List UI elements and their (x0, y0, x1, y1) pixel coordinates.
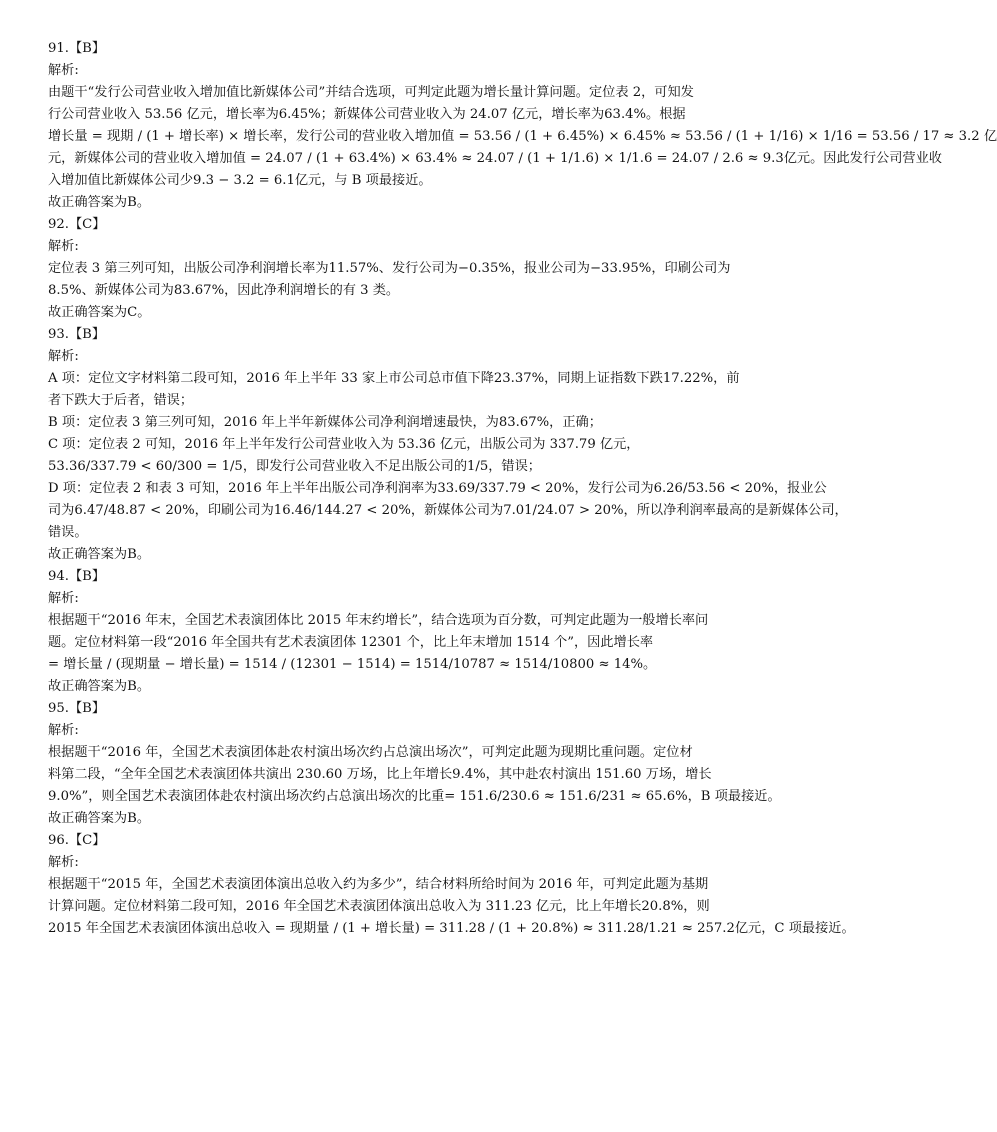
formula-line: 司为6.47/48.87 < 20%，印刷公司为16.46/144.27 < 20%，新媒体公司为7.01/24.07 > 20%，所以净利润率最高的是新媒体公司， (48, 503, 848, 518)
formula-line: D 项：定位表 2 和表 3 可知，2016 年上半年出版公司净利润率为33.69/337.79 < 20%，发行公司为6.26/53.56 < 20%，报业公 (48, 481, 827, 496)
analysis-label: 解析: (48, 239, 79, 254)
text-line: 由题干“发行公司营业收入增加值比新媒体公司”并结合选项，可判定此题为增长量计算问题。定位表 2，可知发 (48, 85, 694, 100)
formula-line: 增长量 = 现期 / (1 + 增长率) × 增长率，发行公司的营业收入增加值 = 53.56 / (1 + 6.45%) × 6.45% ≈ 53.56 / (1 + 1/16) × 1/16 = 53.56 / 17 ≈ 3.2 亿 (48, 129, 997, 144)
answer-line: 故正确答案为B。 (48, 195, 151, 210)
text-line: 根据题干“2015 年，全国艺术表演团体演出总收入约为多少”，结合材料所给时间为 2016 年，可判定此题为基期 (48, 877, 709, 892)
text-line: A 项：定位文字材料第二段可知，2016 年上半年 33 家上市公司总市值下降23.37%，同期上证指数下跌17.22%，前 (48, 371, 740, 386)
question-95 (48, 698, 781, 830)
question-heading: 95.【B】 (48, 701, 106, 716)
question-91 (48, 38, 997, 214)
analysis-label: 解析: (48, 349, 79, 364)
document-page (48, 38, 997, 940)
question-92 (48, 214, 760, 324)
text-line: 计算问题。定位材料第二段可知，2016 年全国艺术表演团体演出总收入为 311.23 亿元，比上年增长20.8%，则 (48, 899, 710, 914)
text-line: 定位表 3 第三列可知，出版公司净利润增长率为11.57%、发行公司为−0.35%，报业公司为−33.95%，印刷公司为 (48, 261, 731, 276)
question-heading: 93.【B】 (48, 327, 106, 342)
analysis-label: 解析: (48, 855, 79, 870)
formula-line: = 增长量 / (现期量 − 增长量) = 1514 / (12301 − 1514) = 1514/10787 ≈ 1514/10800 ≈ 14%。 (48, 657, 657, 672)
text-line: 8.5%、新媒体公司为83.67%，因此净利润增长的有 3 类。 (48, 283, 400, 298)
question-heading: 91.【B】 (48, 41, 106, 56)
text-line: 根据题干“2016 年，全国艺术表演团体赴农村演出场次约占总演出场次”，可判定此题为现期比重问题。定位材 (48, 745, 693, 760)
answer-line: 故正确答案为B。 (48, 679, 151, 694)
question-heading: 92.【C】 (48, 217, 106, 232)
analysis-label: 解析: (48, 591, 79, 606)
text-line: 料第二段，“全年全国艺术表演团体共演出 230.60 万场，比上年增长9.4%，其中赴农村演出 151.60 万场，增长 (48, 767, 712, 782)
question-heading: 96.【C】 (48, 833, 106, 848)
question-96 (48, 830, 855, 940)
question-93 (48, 324, 848, 566)
text-line: 根据题干“2016 年末，全国艺术表演团体比 2015 年末约增长”，结合选项为百分数，可判定此题为一般增长率问 (48, 613, 709, 628)
answer-line: 故正确答案为B。 (48, 547, 151, 562)
answer-line: 故正确答案为C。 (48, 305, 151, 320)
analysis-label: 解析: (48, 723, 79, 738)
text-line: 错误。 (48, 525, 88, 540)
text-line: 者下跌大于后者，错误； (48, 393, 194, 408)
text-line: C 项：定位表 2 可知，2016 年上半年发行公司营业收入为 53.36 亿元，出版公司为 337.79 亿元， (48, 437, 640, 452)
question-94 (48, 566, 760, 698)
answer-line: 故正确答案为B。 (48, 811, 151, 826)
text-line: 行公司营业收入 53.56 亿元，增长率为6.45%；新媒体公司营业收入为 24.07 亿元，增长率为63.4%。根据 (48, 107, 686, 122)
formula-line: 元，新媒体公司的营业收入增加值 = 24.07 / (1 + 63.4%) × 63.4% ≈ 24.07 / (1 + 1/1.6) × 1/1.6 = 24.07 / 2.6 ≈ 9.3亿元。因此发行公司营业收 (48, 151, 942, 166)
text-line: 入增加值比新媒体公司少9.3 − 3.2 = 6.1亿元，与 B 项最接近。 (48, 173, 432, 188)
analysis-label: 解析: (48, 63, 79, 78)
formula-line: 53.36/337.79 < 60/300 = 1/5，即发行公司营业收入不足出版公司的1/5，错误； (48, 459, 541, 474)
text-line: B 项：定位表 3 第三列可知，2016 年上半年新媒体公司净利润增速最快，为83.67%，正确； (48, 415, 602, 430)
formula-line: 2015 年全国艺术表演团体演出总收入 = 现期量 / (1 + 增长量) = 311.28 / (1 + 20.8%) ≈ 311.28/1.21 ≈ 257.2亿元，C 项最接近。 (48, 921, 855, 936)
text-line: 题。定位材料第一段“2016 年全国共有艺术表演团体 12301 个，比上年末增加 1514 个”，因此增长率 (48, 635, 654, 650)
question-heading: 94.【B】 (48, 569, 106, 584)
formula-line: 9.0%”，则全国艺术表演团体赴农村演出场次约占总演出场次的比重= 151.6/230.6 ≈ 151.6/231 ≈ 65.6%，B 项最接近。 (48, 789, 781, 804)
